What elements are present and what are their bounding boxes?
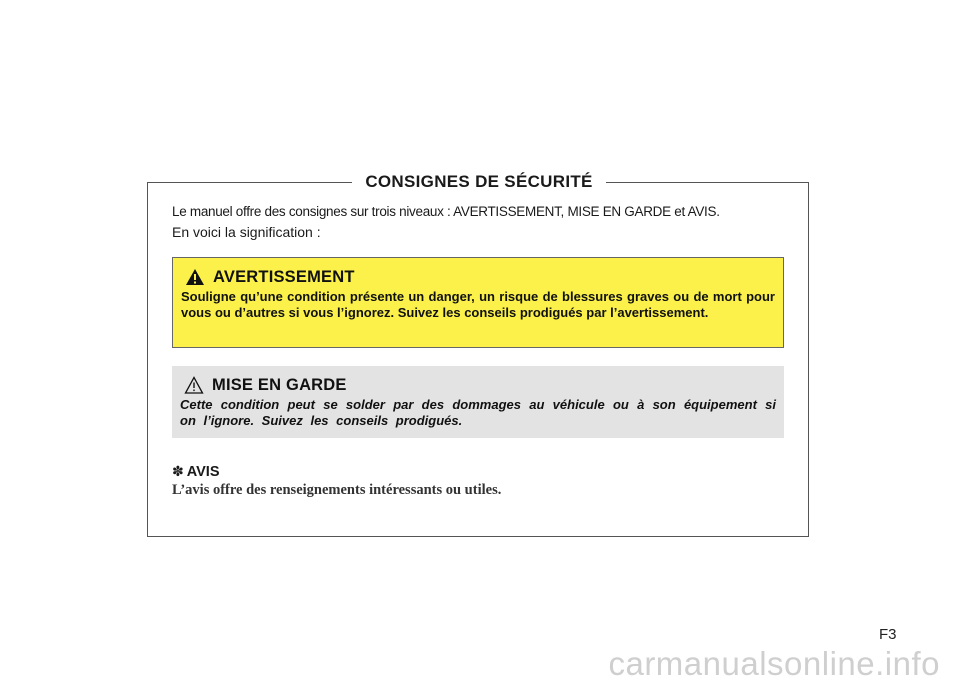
asterisk-icon: ✽: [172, 463, 184, 479]
notice-heading: [172, 463, 220, 480]
caution-text: Cette condition peut se solder par des dommages au véhicule ou à son équipement si on l’ignore. Suivez les conseils prodigués.: [180, 397, 776, 428]
section-title: CONSIGNES DE SÉCURITÉ: [352, 169, 606, 195]
caution-title: MISE EN GARDE: [212, 375, 347, 394]
warning-box: [172, 257, 784, 348]
notice-text: L’avis offre des renseignements intéressants ou utiles.: [172, 482, 502, 498]
page-number: F3: [879, 626, 897, 643]
caution-outline-triangle-icon: [184, 376, 204, 394]
notice-title: AVIS: [186, 463, 220, 480]
watermark: carmanualsonline.info: [608, 645, 940, 682]
warning-filled-triangle-icon: [185, 268, 205, 286]
caution-box: [172, 366, 784, 438]
intro-text: Le manuel offre des consignes sur trois niveaux : AVERTISSEMENT, MISE EN GARDE et AVIS.: [172, 204, 720, 219]
intro-subtext: En voici la signification :: [172, 224, 321, 240]
warning-title: AVERTISSEMENT: [213, 267, 355, 286]
warning-text: Souligne qu’une condition présente un danger, un risque de blessures graves ou de mort pour vous ou d’autres si vous l’ignorez. Suivez les conseils prodigués par l’avertissement.: [181, 289, 775, 320]
